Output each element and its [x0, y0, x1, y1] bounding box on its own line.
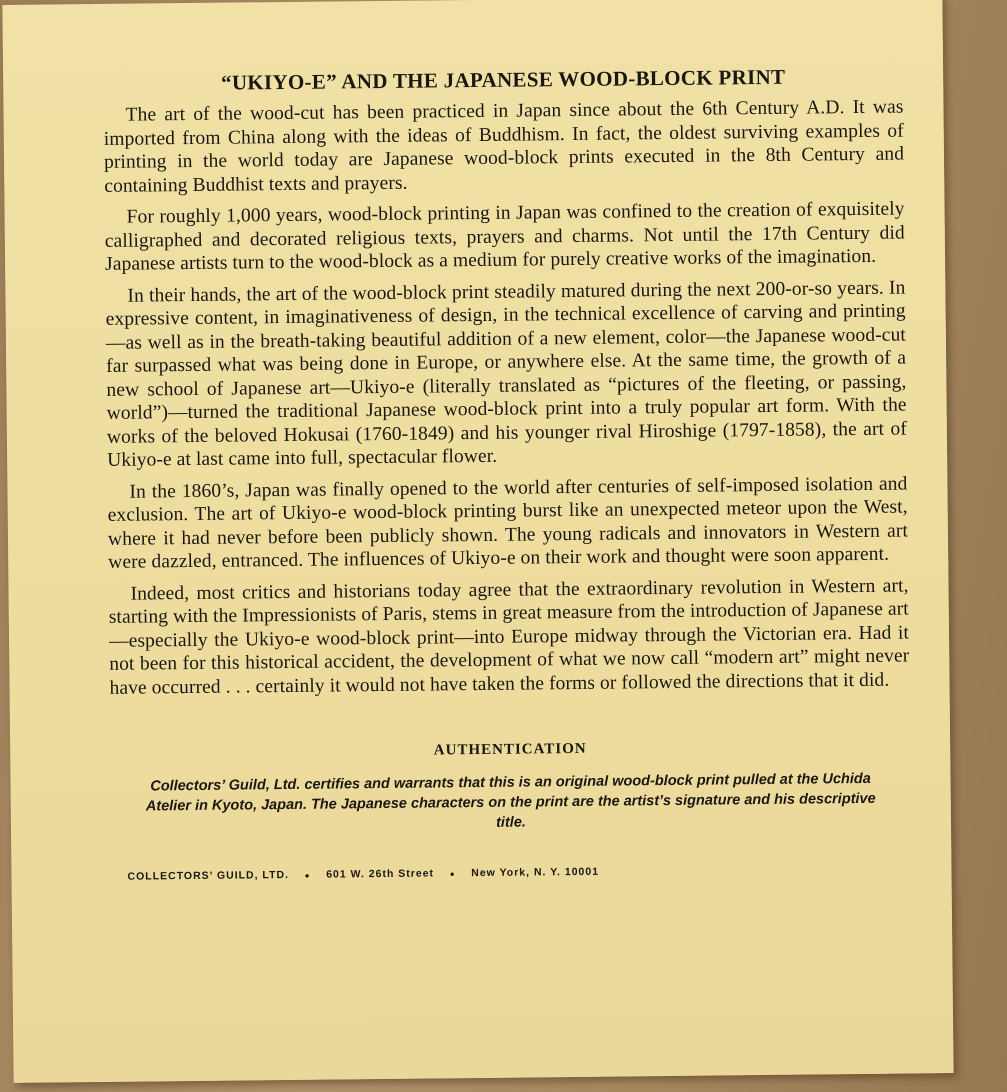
footer-company: COLLECTORS’ GUILD, LTD.	[127, 868, 290, 883]
authentication-text: Collectors’ Guild, Ltd. certifies and warrants that this is an original wood-block print pulled at the Uchida Atelier in Kyoto, Japan. The Japanese characters on the print are the artist’s signature and his descriptive title.	[145, 770, 876, 831]
authentication-heading: AUTHENTICATION	[433, 740, 587, 759]
paragraph-4: In the 1860’s, Japan was finally opened to the world after centuries of self-imposed isolation and exclusion. The art of Ukiyo-e wood-block printing burst like an unexpected meteor upon the West, where it had never before been publicly shown. The young radicals and innovators in Western art were dazzled, entranced. The influences of Ukiyo-e on their work and thought were soon apparent.	[107, 473, 909, 573]
footer-line	[127, 862, 911, 884]
paragraph-3: In their hands, the art of the wood-block print steadily matured during the next 200-or-so years. In expressive content, in imaginativeness of design, in the technical excellence of carving and printing—as well as in the breath-taking beautiful addition of a new element, color—the Japanese wood-cut far surpassed what was being done in Europe, or anywhere else. At the same time, the growth of a new school of Japanese art—Ukiyo-e (literally translated as “pictures of the fleeting, or passing, world”)—turned the traditional Japanese wood-block print into a truly popular art form. With the works of the beloved Hokusai (1760-1849) and his younger rival Hiroshige (1797-1858), the art of Ukiyo-e at last came into full, spectacular flower.	[105, 277, 907, 471]
footer-separator-1: •	[304, 868, 311, 883]
document-body	[103, 62, 911, 885]
footer-separator-2: •	[449, 867, 456, 882]
paragraph-5: Indeed, most critics and historians today agree that the extraordinary revolution in Western art, starting with the Impressionists of Paris, stems in great measure from the introduction of Japanese art—especially the Ukiyo-e wood-block print—into Europe midway through the Victorian era. Had it not been for this historical accident, the development of what we now call “modern art” might never have occurred . . . certainly it would not have taken the forms or followed the directions that it did.	[108, 574, 910, 699]
document-title: “UKIYO-E” AND THE JAPANESE WOOD-BLOCK PRINT	[220, 64, 786, 95]
footer-address: 601 W. 26th Street	[326, 867, 435, 881]
paragraph-1: The art of the wood-cut has been practiced in Japan since about the 6th Century A.D. It was imported from China along with the ideas of Buddhism. In fact, the oldest surviving examples of printing in the world today are Japanese wood-block prints executed in the 8th Century and containing Buddhist texts and prayers.	[103, 96, 905, 197]
paragraph-2: For roughly 1,000 years, wood-block printing in Japan was confined to the creation of exquisitely calligraphed and decorated religious texts, prayers and charms. Not until the 17th Century did Japanese artists turn to the wood-block as a medium for purely creative works of the imagination.	[104, 198, 905, 275]
footer-city: New York, N. Y. 10001	[471, 865, 600, 880]
printed-insert-sheet	[2, 0, 953, 1083]
